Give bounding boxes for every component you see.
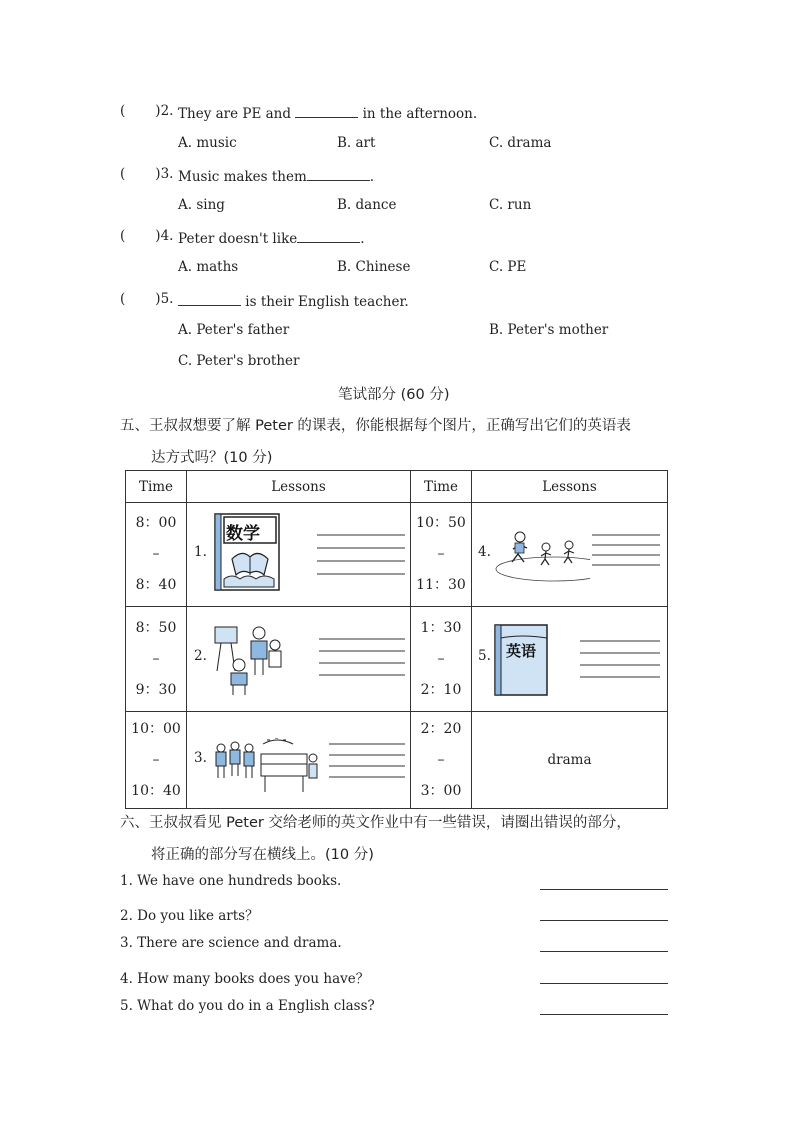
item-number: 5. [478, 648, 491, 664]
correction-item: 4. How many books does you have？ [120, 971, 370, 987]
answer-line[interactable] [540, 1013, 668, 1015]
correction-item: 3. There are science and drama. [120, 935, 342, 951]
option-c[interactable]: C. Peter's brother [178, 353, 300, 369]
time-cell: 10：00 – 10：40 [126, 712, 187, 809]
section6-instruction: 六、王叔叔看见 Peter 交给老师的英文作业中有一些错误，请圈出错误的部分， [120, 815, 631, 831]
running-children-icon [494, 525, 590, 583]
item-number: 1. [194, 544, 207, 560]
lesson-cell [472, 503, 668, 607]
answer-paren[interactable]: ( )3. [120, 166, 174, 182]
option-a[interactable]: A. Peter's father [178, 322, 290, 338]
question-stem: Peter doesn't like . [178, 228, 365, 247]
answer-lines[interactable] [327, 742, 407, 780]
lesson-cell [472, 712, 668, 809]
table-row [126, 503, 668, 607]
item-number: 3. [194, 750, 207, 766]
answer-line[interactable] [540, 950, 668, 952]
answer-paren[interactable]: ( )2. [120, 103, 174, 119]
fill-blank[interactable] [307, 166, 370, 181]
lesson-cell [187, 712, 411, 809]
section5-instruction-cont: 达方式吗？(10 分) [151, 450, 273, 466]
time-cell: 8：00 – 8：40 [126, 503, 187, 607]
table-row [126, 607, 668, 712]
section6-instruction-cont: 将正确的部分写在横线上。(10 分) [151, 847, 374, 863]
english-book-icon [494, 624, 548, 696]
option-b[interactable]: B. dance [337, 197, 397, 213]
answer-lines[interactable] [578, 639, 662, 679]
correction-item: 5. What do you do in a English class? [120, 998, 375, 1014]
written-section-header: 笔试部分 (60 分) [338, 387, 450, 403]
item-number: 2. [194, 648, 207, 664]
answer-line[interactable] [540, 888, 668, 890]
option-a[interactable]: A. maths [178, 259, 239, 275]
maths-book-label: 数学 [226, 524, 260, 544]
option-a[interactable]: A. music [178, 135, 237, 151]
question-stem: They are PE and in the afternoon. [178, 103, 477, 122]
drama-example-text: drama [547, 752, 592, 768]
answer-line[interactable] [540, 919, 668, 921]
answer-paren[interactable]: ( )5. [120, 291, 174, 307]
time-cell: 10：50 – 11：30 [411, 503, 472, 607]
time-cell: 8：50 – 9：30 [126, 607, 187, 712]
music-piano-icon [213, 738, 323, 794]
question-number: 4 [160, 228, 170, 244]
option-b[interactable]: B. Peter's mother [489, 322, 609, 338]
question-stem: is their English teacher. [178, 291, 409, 310]
lesson-cell [187, 503, 411, 607]
correction-item: 1. We have one hundreds books. [120, 873, 342, 889]
fill-blank[interactable] [297, 228, 360, 243]
table-row [126, 712, 668, 809]
answer-paren[interactable]: ( )4. [120, 228, 174, 244]
lesson-cell [187, 607, 411, 712]
answer-lines[interactable] [317, 637, 407, 679]
fill-blank[interactable] [295, 103, 358, 118]
option-b[interactable]: B. art [337, 135, 376, 151]
option-c[interactable]: C. drama [489, 135, 552, 151]
question-number: 3 [160, 166, 170, 182]
option-c[interactable]: C. run [489, 197, 532, 213]
answer-lines[interactable] [315, 531, 407, 579]
time-cell: 2：20 – 3：00 [411, 712, 472, 809]
table-header-row [126, 471, 668, 503]
question-stem: Music makes them . [178, 166, 374, 185]
schedule-table [125, 470, 668, 809]
fill-blank[interactable] [178, 291, 241, 306]
section5-instruction: 五、王叔叔想要了解 Peter 的课表，你能根据每个图片，正确写出它们的英语表 [120, 418, 631, 434]
time-cell: 1：30 – 2：10 [411, 607, 472, 712]
option-a[interactable]: A. sing [178, 197, 225, 213]
art-class-icon [211, 621, 291, 697]
header-lessons: Lessons [187, 471, 411, 503]
english-book-label: 英语 [506, 642, 537, 660]
question-number: 2 [160, 103, 170, 119]
answer-line[interactable] [540, 982, 668, 984]
option-c[interactable]: C. PE [489, 259, 527, 275]
answer-lines[interactable] [590, 533, 662, 569]
maths-book-icon [214, 513, 280, 591]
header-time: Time [411, 471, 472, 503]
header-time: Time [126, 471, 187, 503]
correction-item: 2. Do you like arts？ [120, 908, 259, 924]
header-lessons: Lessons [472, 471, 668, 503]
question-number: 5 [160, 291, 170, 307]
lesson-cell [472, 607, 668, 712]
option-b[interactable]: B. Chinese [337, 259, 411, 275]
item-number: 4. [478, 544, 491, 560]
